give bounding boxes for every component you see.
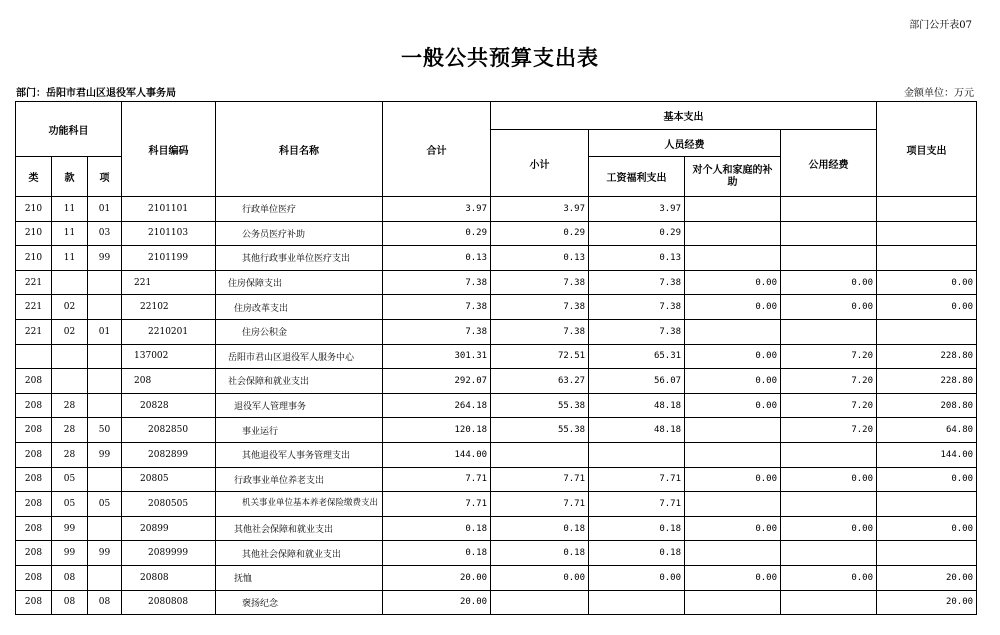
cell-salary: 0.13 <box>589 246 685 271</box>
cell-code: 2080808 <box>122 590 216 615</box>
cell-salary: 3.97 <box>589 197 685 222</box>
cell-project: 144.00 <box>877 442 977 467</box>
cell-code: 2101103 <box>122 221 216 246</box>
cell-code: 137002 <box>122 344 216 369</box>
table-row <box>16 344 977 369</box>
cell-salary: 65.31 <box>589 344 685 369</box>
table-row <box>16 270 977 295</box>
cell-subtotal: 7.71 <box>491 492 589 517</box>
cell-individual: 0.00 <box>685 467 781 492</box>
cell-lei: 210 <box>16 221 52 246</box>
cell-xiang <box>88 467 122 492</box>
cell-project: 228.80 <box>877 369 977 394</box>
cell-individual: 0.00 <box>685 369 781 394</box>
header-public: 公用经费 <box>781 130 877 197</box>
cell-name: 公务员医疗补助 <box>216 221 383 246</box>
cell-subtotal: 55.38 <box>491 418 589 443</box>
cell-subtotal: 0.18 <box>491 516 589 541</box>
cell-public <box>781 246 877 271</box>
table-row <box>16 295 977 320</box>
cell-kuan: 11 <box>52 197 88 222</box>
cell-total: 301.31 <box>383 344 491 369</box>
cell-subtotal: 7.38 <box>491 295 589 320</box>
cell-name: 退役军人管理事务 <box>216 393 383 418</box>
cell-kuan: 02 <box>52 295 88 320</box>
cell-xiang: 03 <box>88 221 122 246</box>
cell-public: 7.20 <box>781 418 877 443</box>
cell-salary: 48.18 <box>589 393 685 418</box>
cell-salary: 7.38 <box>589 295 685 320</box>
cell-public <box>781 590 877 615</box>
cell-xiang: 08 <box>88 590 122 615</box>
cell-lei: 208 <box>16 393 52 418</box>
cell-lei: 208 <box>16 541 52 566</box>
cell-individual <box>685 590 781 615</box>
cell-code: 2080505 <box>122 492 216 517</box>
cell-xiang <box>88 393 122 418</box>
cell-kuan <box>52 270 88 295</box>
cell-individual <box>685 442 781 467</box>
cell-total: 144.00 <box>383 442 491 467</box>
cell-lei: 208 <box>16 418 52 443</box>
cell-xiang: 01 <box>88 319 122 344</box>
cell-kuan <box>52 369 88 394</box>
cell-kuan: 11 <box>52 221 88 246</box>
department-label: 部门：岳阳市君山区退役军人事务局 <box>16 88 176 99</box>
cell-subtotal: 7.38 <box>491 319 589 344</box>
cell-lei: 208 <box>16 516 52 541</box>
cell-lei: 221 <box>16 319 52 344</box>
cell-public <box>781 197 877 222</box>
header-subtotal: 小计 <box>491 130 589 197</box>
cell-project: 0.00 <box>877 467 977 492</box>
table-row <box>16 418 977 443</box>
cell-xiang <box>88 565 122 590</box>
table-row <box>16 565 977 590</box>
cell-name: 其他社会保障和就业支出 <box>216 541 383 566</box>
cell-individual: 0.00 <box>685 516 781 541</box>
cell-project: 228.80 <box>877 344 977 369</box>
cell-kuan <box>52 344 88 369</box>
cell-code: 2101101 <box>122 197 216 222</box>
cell-total: 20.00 <box>383 565 491 590</box>
table-row <box>16 369 977 394</box>
cell-kuan: 99 <box>52 541 88 566</box>
cell-individual: 0.00 <box>685 295 781 320</box>
cell-salary <box>589 590 685 615</box>
header-project: 项目支出 <box>877 102 977 197</box>
table-row <box>16 492 977 517</box>
cell-total: 7.38 <box>383 319 491 344</box>
cell-total: 0.18 <box>383 541 491 566</box>
cell-code: 20899 <box>122 516 216 541</box>
cell-name: 抚恤 <box>216 565 383 590</box>
cell-name: 社会保障和就业支出 <box>216 369 383 394</box>
cell-total: 7.38 <box>383 295 491 320</box>
table-row <box>16 319 977 344</box>
table-row <box>16 516 977 541</box>
cell-total: 20.00 <box>383 590 491 615</box>
cell-project: 0.00 <box>877 295 977 320</box>
cell-subtotal: 0.00 <box>491 565 589 590</box>
form-number: 部门公开表07 <box>909 20 972 31</box>
cell-salary: 56.07 <box>589 369 685 394</box>
cell-individual <box>685 492 781 517</box>
cell-subtotal <box>491 442 589 467</box>
cell-name: 行政单位医疗 <box>216 197 383 222</box>
cell-total: 0.13 <box>383 246 491 271</box>
cell-kuan: 11 <box>52 246 88 271</box>
cell-name: 其他行政事业单位医疗支出 <box>216 246 383 271</box>
table-row <box>16 197 977 222</box>
cell-subtotal: 7.38 <box>491 270 589 295</box>
cell-xiang <box>88 516 122 541</box>
cell-total: 3.97 <box>383 197 491 222</box>
cell-salary: 7.38 <box>589 270 685 295</box>
cell-code: 2082850 <box>122 418 216 443</box>
cell-name: 事业运行 <box>216 418 383 443</box>
cell-xiang: 05 <box>88 492 122 517</box>
cell-lei <box>16 344 52 369</box>
cell-salary: 7.38 <box>589 319 685 344</box>
table-row <box>16 246 977 271</box>
cell-lei: 221 <box>16 295 52 320</box>
cell-salary <box>589 442 685 467</box>
cell-name: 住房改革支出 <box>216 295 383 320</box>
cell-individual <box>685 221 781 246</box>
cell-lei: 208 <box>16 590 52 615</box>
cell-kuan: 02 <box>52 319 88 344</box>
cell-project: 0.00 <box>877 516 977 541</box>
cell-salary: 7.71 <box>589 492 685 517</box>
cell-salary: 7.71 <box>589 467 685 492</box>
cell-name: 住房公积金 <box>216 319 383 344</box>
cell-public: 7.20 <box>781 369 877 394</box>
cell-code: 20805 <box>122 467 216 492</box>
cell-subtotal <box>491 590 589 615</box>
cell-code: 20828 <box>122 393 216 418</box>
cell-total: 264.18 <box>383 393 491 418</box>
cell-total: 7.38 <box>383 270 491 295</box>
cell-xiang <box>88 344 122 369</box>
cell-kuan: 99 <box>52 516 88 541</box>
amount-unit-label: 金额单位：万元 <box>904 88 974 99</box>
cell-name: 住房保障支出 <box>216 270 383 295</box>
cell-code: 221 <box>122 270 216 295</box>
cell-name: 褒扬纪念 <box>216 590 383 615</box>
cell-subtotal: 63.27 <box>491 369 589 394</box>
table-row <box>16 590 977 615</box>
cell-subtotal: 3.97 <box>491 197 589 222</box>
cell-lei: 208 <box>16 467 52 492</box>
cell-public: 7.20 <box>781 344 877 369</box>
cell-project: 20.00 <box>877 565 977 590</box>
cell-lei: 208 <box>16 565 52 590</box>
cell-public <box>781 221 877 246</box>
header-name: 科目名称 <box>216 102 383 197</box>
cell-code: 2101199 <box>122 246 216 271</box>
cell-kuan: 08 <box>52 590 88 615</box>
table-row <box>16 467 977 492</box>
cell-individual <box>685 319 781 344</box>
cell-code: 208 <box>122 369 216 394</box>
cell-xiang <box>88 369 122 394</box>
cell-individual: 0.00 <box>685 565 781 590</box>
cell-salary: 0.00 <box>589 565 685 590</box>
cell-kuan: 08 <box>52 565 88 590</box>
cell-public: 0.00 <box>781 565 877 590</box>
cell-public: 0.00 <box>781 516 877 541</box>
cell-project <box>877 492 977 517</box>
cell-public: 0.00 <box>781 270 877 295</box>
cell-individual: 0.00 <box>685 344 781 369</box>
cell-kuan: 28 <box>52 418 88 443</box>
table-body <box>16 197 977 615</box>
cell-lei: 208 <box>16 369 52 394</box>
cell-public <box>781 442 877 467</box>
cell-project: 0.00 <box>877 270 977 295</box>
cell-total: 7.71 <box>383 467 491 492</box>
cell-lei: 208 <box>16 492 52 517</box>
header-individual: 对个人和家庭的补助 <box>685 157 781 197</box>
header-xiang: 项 <box>88 157 122 197</box>
table-header <box>16 102 977 197</box>
cell-total: 120.18 <box>383 418 491 443</box>
cell-code: 22102 <box>122 295 216 320</box>
cell-public: 7.20 <box>781 393 877 418</box>
cell-individual: 0.00 <box>685 393 781 418</box>
header-kuan: 款 <box>52 157 88 197</box>
cell-project: 20.00 <box>877 590 977 615</box>
cell-project <box>877 246 977 271</box>
cell-code: 2082899 <box>122 442 216 467</box>
cell-name: 行政事业单位养老支出 <box>216 467 383 492</box>
budget-expenditure-table <box>15 101 977 615</box>
cell-project: 208.80 <box>877 393 977 418</box>
cell-subtotal: 72.51 <box>491 344 589 369</box>
cell-public: 0.00 <box>781 295 877 320</box>
cell-subtotal: 7.71 <box>491 467 589 492</box>
cell-lei: 221 <box>16 270 52 295</box>
cell-individual <box>685 541 781 566</box>
cell-total: 0.18 <box>383 516 491 541</box>
cell-kuan: 05 <box>52 467 88 492</box>
cell-salary: 0.29 <box>589 221 685 246</box>
cell-project <box>877 197 977 222</box>
header-personnel: 人员经费 <box>589 130 781 157</box>
table-row <box>16 442 977 467</box>
cell-public <box>781 541 877 566</box>
cell-name: 其他退役军人事务管理支出 <box>216 442 383 467</box>
header-salary: 工资福利支出 <box>589 157 685 197</box>
cell-individual <box>685 197 781 222</box>
cell-salary: 0.18 <box>589 541 685 566</box>
cell-salary: 48.18 <box>589 418 685 443</box>
header-basic: 基本支出 <box>491 102 877 130</box>
header-code: 科目编码 <box>122 102 216 197</box>
cell-public <box>781 492 877 517</box>
cell-total: 0.29 <box>383 221 491 246</box>
cell-public: 0.00 <box>781 467 877 492</box>
header-func-subject: 功能科目 <box>16 102 122 157</box>
cell-subtotal: 0.18 <box>491 541 589 566</box>
cell-code: 2089999 <box>122 541 216 566</box>
cell-lei: 210 <box>16 246 52 271</box>
cell-kuan: 05 <box>52 492 88 517</box>
cell-lei: 210 <box>16 197 52 222</box>
cell-total: 7.71 <box>383 492 491 517</box>
cell-subtotal: 55.38 <box>491 393 589 418</box>
cell-xiang: 99 <box>88 442 122 467</box>
cell-xiang <box>88 270 122 295</box>
table-row <box>16 393 977 418</box>
cell-xiang: 99 <box>88 541 122 566</box>
cell-name: 其他社会保障和就业支出 <box>216 516 383 541</box>
cell-lei: 208 <box>16 442 52 467</box>
cell-total: 292.07 <box>383 369 491 394</box>
cell-kuan: 28 <box>52 442 88 467</box>
table-row <box>16 541 977 566</box>
table-row <box>16 221 977 246</box>
cell-project <box>877 319 977 344</box>
cell-name: 岳阳市君山区退役军人服务中心 <box>216 344 383 369</box>
cell-subtotal: 0.29 <box>491 221 589 246</box>
cell-xiang: 99 <box>88 246 122 271</box>
cell-project <box>877 541 977 566</box>
header-lei: 类 <box>16 157 52 197</box>
cell-project <box>877 221 977 246</box>
cell-individual: 0.00 <box>685 270 781 295</box>
cell-xiang: 01 <box>88 197 122 222</box>
cell-kuan: 28 <box>52 393 88 418</box>
cell-xiang <box>88 295 122 320</box>
cell-xiang: 50 <box>88 418 122 443</box>
cell-individual <box>685 418 781 443</box>
cell-project: 64.80 <box>877 418 977 443</box>
cell-salary: 0.18 <box>589 516 685 541</box>
header-total: 合计 <box>383 102 491 197</box>
cell-subtotal: 0.13 <box>491 246 589 271</box>
cell-public <box>781 319 877 344</box>
cell-name: 机关事业单位基本养老保险缴费支出 <box>216 492 383 517</box>
cell-code: 2210201 <box>122 319 216 344</box>
cell-code: 20808 <box>122 565 216 590</box>
cell-individual <box>685 246 781 271</box>
page-title: 一般公共预算支出表 <box>401 45 599 70</box>
